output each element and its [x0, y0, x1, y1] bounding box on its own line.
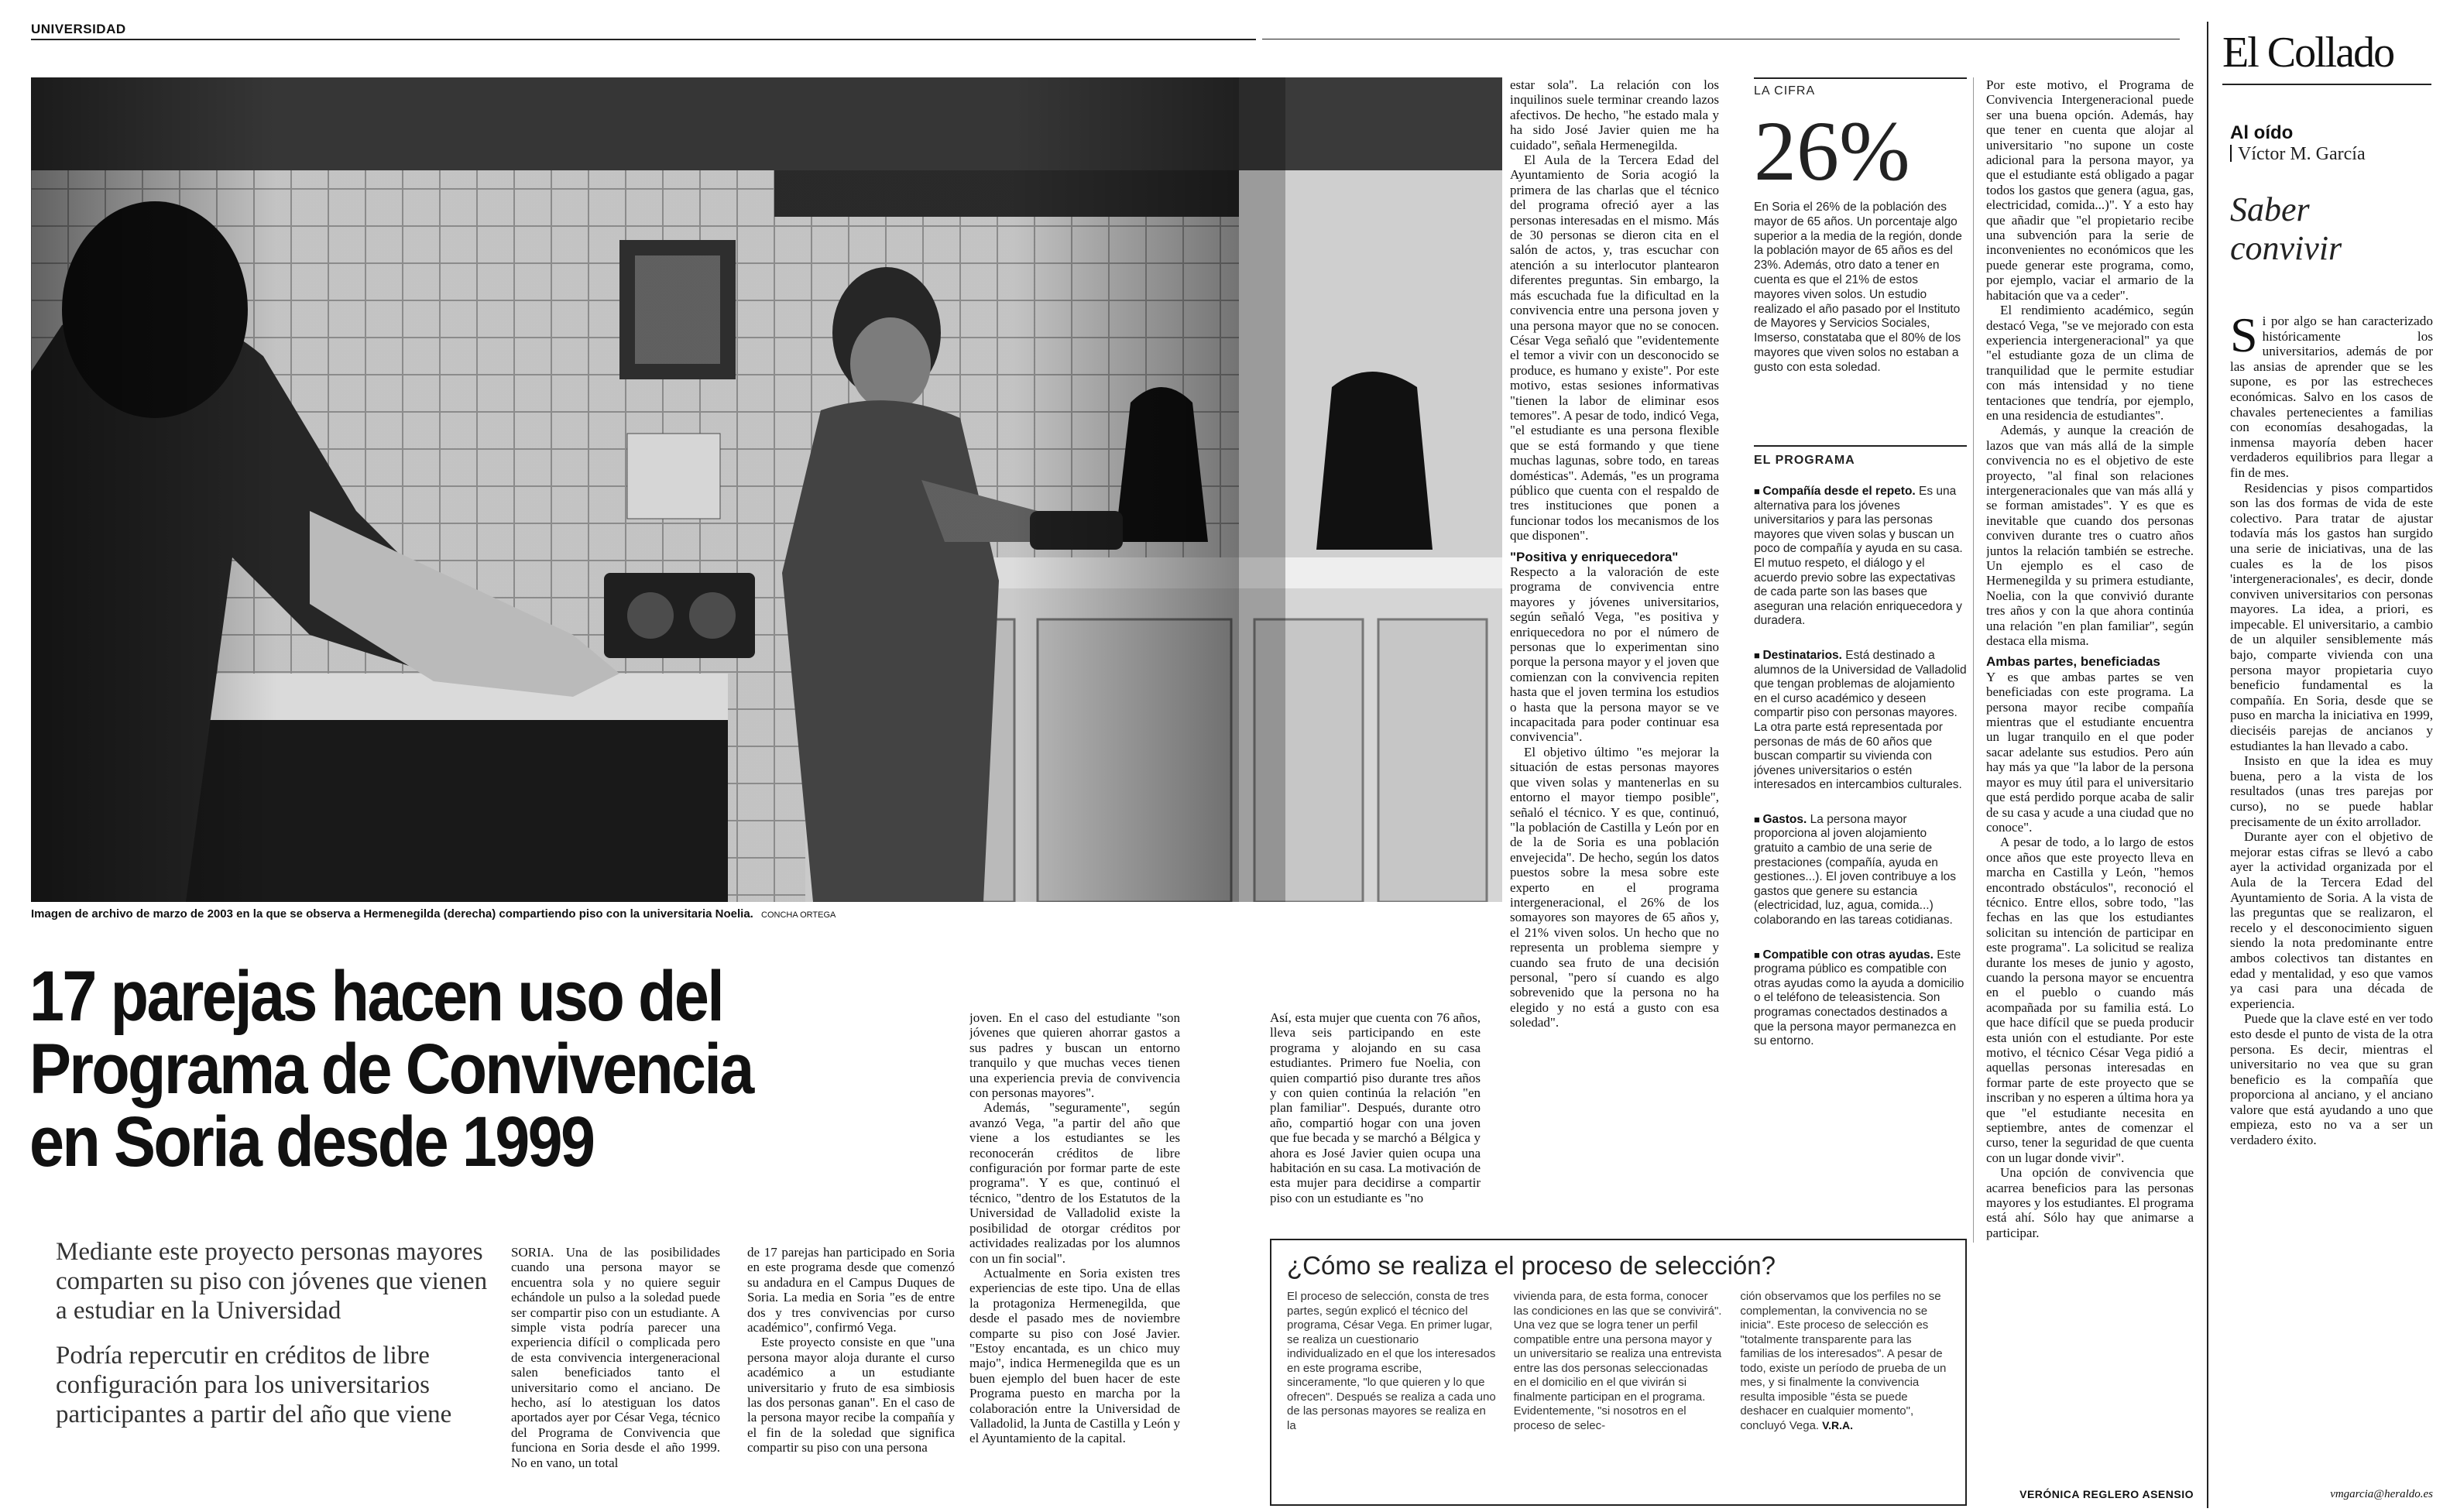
- body-text-2a: de 17 parejas han participado en Soria en este programa desde que comenzó su andadura en el Campus Duques de Soria. La media en Soria "es de entre dos y tres convivencias por curso académico", confirmó Vega.: [747, 1245, 955, 1335]
- column-masthead-rule: [2222, 84, 2431, 85]
- programa-item-2: [1754, 649, 1967, 793]
- programa-item-3: [1754, 813, 1967, 928]
- programa-item-1-text: Es una alternativa para los jóvenes universitarios y para las personas mayores que viven solas y buscan un poco de compañía y ayuda en su casa. El mutuo respeto, el diálogo y el acuerdo previo sobre las expectativas de cada parte son las bases que aseguran una relación enriquecedora y duradera.: [1754, 485, 1963, 628]
- programa-item-2-title: ■ Destinatarios.: [1754, 649, 1842, 662]
- cifra-label: LA CIFRA: [1754, 84, 1816, 98]
- seleccion-col-2: vivienda para, de esta forma, conocer las condiciones en las que se convivirá". Una vez que se logra tener un perfil compatible entre una persona mayor y un universitario se realiza una entrevista entre las dos personas seleccionadas en el domicilio en el que vivirán si finalmente participan en el programa. Evidentemente, "si nosotros en el proceso de selec-: [1513, 1290, 1722, 1432]
- column-para-1: [2230, 314, 2433, 481]
- column-masthead: El Collado: [2222, 29, 2394, 77]
- column-body: [2230, 314, 2433, 1467]
- headline-line-2: Programa de Convivencia: [29, 1030, 753, 1109]
- column-text-2: Residencias y pisos compartidos son las dos formas de vida de este colectivo. Para tratar de ajustar todavía más los gastos han surgido una serie de iniciativas, una de las cuales es la de los pisos 'intergeneracionales', es decir, donde conviven universitarios con personas mayores. La idea, a priori, es impecable. El universitario, a cambio de un alquiler sensiblemente más bajo, comparte vivienda con una persona mayor propietaria cuyo beneficio fundamental es la compañía. En Soria, desde que se puso en marcha la iniciativa en 1999, dieciséis parejas de ancianos y estudiantes la han llevado a cabo.: [2230, 480, 2433, 753]
- seleccion-box: [1270, 1239, 1967, 1506]
- programa-item-4-text: Este programa público es compatible con otras ayudas como la ayuda a domicilio o el teléfono de teleasistencia. Son programas conectados destinados a que la persona mayor permanezca en su entorno.: [1754, 948, 1964, 1048]
- deck-para-1: Mediante este proyecto personas mayores comparten su piso con jóvenes que vienen a estudiar en la Universidad: [56, 1238, 488, 1325]
- body-col-3: [969, 1010, 1180, 1506]
- header-rule-left: [31, 39, 1256, 40]
- column-section: Al oído: [2230, 122, 2294, 143]
- sidebar-vrule: [1973, 77, 1974, 1243]
- body-text-2b: Este proyecto consiste en que "una persona mayor aloja durante el curso académico a un estudiante universitario y fruto de esa simbiosis las dos personas ganan". En el caso de la persona mayor recibe la compañía y el fin de la soledad que significa compartir su piso con una persona: [747, 1335, 955, 1455]
- body-text-6d: Y es que ambas partes se ven beneficiadas con este programa. La persona mayor recibe compañía mientras que el estudiante encuentra un lugar tranquilo en el que poder sacar adelante sus estudios. Pero aún hay más ya que "la labor de la persona mayor es muy útil para el universitario que está perdido porque acaba de salir de su casa y acude a una ciudad que no conoce".: [1986, 669, 2194, 835]
- column-text-4: Durante ayer con el objetivo de mejorar estas cifras se llevó a cabo ayer la actividad organizada por el Aula de la Tercera Edad del Ayuntamiento de Soria. A la vista de las preguntas que se realizaron, el recelo y el desconocimiento siguen siendo la nota predominante entre ambos colectivos tan distantes en edad y mentalidad, y eso que vamos ya casi para una década de experiencia.: [2230, 829, 2433, 1011]
- seleccion-col-1: El proceso de selección, consta de tres partes, según explicó el técnico del programa, César Vega. En primer lugar, se realiza un cuestionario individualizado en el que los interesados en este programa escribe, sinceramente, "lo que quieren y lo que ofrecen". Después se realiza a cada uno de las personas mayores se realiza en la: [1287, 1290, 1496, 1432]
- column-text-5: Puede que la clave esté en ver todo esto desde el punto de vista de la otra persona. Es decir, mientras el universitario no vea que su gran beneficio es la compañía que proporciona al anciano, y el anciano valore que está ayudando a uno que empieza, esto no va a ser un verdadero éxito.: [2230, 1011, 2433, 1148]
- body-text-5: Así, esta mujer que cuenta con 76 años, lleva seis participando en este programa y alojando en su casa estudiantes. Primero fue Noelia, con quien compartió piso durante tres años y con quien continúa la relación "en plan familiar". Después, durante otro año, compartió hogar con una joven que fue becada y se marchó a Bélgica y ahora es José Javier quien ocupa una habitación en su casa. La motivación de esta mujer para decidirse a compartir piso con un estudiante es "no: [1270, 1010, 1481, 1205]
- body-text-6e: A pesar de todo, a lo largo de estos once años que este proyecto lleva en marcha en Castilla y León, "hemos encontrado obstáculos", reconoció el técnico. Entre ellos, sobre todo, "las fechas en las que los estudiantes solicitan su intención de participar en este programa". La solicitud se realiza durante los meses de junio y agosto, cuando la persona mayor se encuentra en el pueblo o cuando más acompañada por su familia está. Lo que hace difícil que se pueda producir esta unión con el estudiante. Por este motivo, el técnico César Vega pidió a aquellas personas interesadas en formar parte de este proyecto que se inscriban y no esperen a última hora ya que "el estudiante necesita en septiembre, antes de comenzar el curso, tener la seguridad de que cuenta con un lugar donde vivir".: [1986, 835, 2194, 1165]
- body-text-6c: Además, y aunque la creación de lazos que van más allá de la simple convivencia no es el objetivo de este proyecto, "al final son relaciones intergeneracionales que van más allá y se forman amistades". Y es que es inevitable que cuando dos personas conviven durante tres o cuatro años juntos la relación también se estreche. Un ejemplo es el caso de Hermenegilda y su primera estudiante, Noelia, con la que convivió durante tres años y con la que ahora continúa una relación "en plan familiar", según destaca ella misma.: [1986, 423, 2194, 649]
- column-vrule: [2207, 22, 2208, 1508]
- column-author: [2230, 144, 2366, 165]
- caption-text: Imagen de archivo de marzo de 2003 en la que se observa a Hermenegilda (derecha) compartiendo piso con la universitaria Noelia.: [31, 907, 753, 921]
- body-text-6f: Una opción de convivencia que acarrea beneficios para las personas mayores y los estudiantes. El programa está ahí. Sólo hay que animarse a participar.: [1986, 1165, 2194, 1240]
- programa-item-4-title: ■ Compatible con otras ayudas.: [1754, 948, 1934, 962]
- body-col-4: [1510, 77, 1719, 1274]
- cifra-top-rule: [1754, 77, 1967, 79]
- seleccion-columns: [1287, 1290, 1950, 1433]
- programa-top-rule: [1754, 445, 1967, 447]
- column-email: vmgarcia@heraldo.es: [2330, 1488, 2433, 1500]
- photo-main: [31, 77, 1258, 902]
- body-text-4b: El Aula de la Tercera Edad del Ayuntamiento de Soria acogió la primera de las charlas que el técnico del programa ofreció ayer a las personas interesadas en el mismo. Más de 30 personas se dieron cita en el salón de actos, y, tras escuchar con atención a su interlocutor plantearon diferentes preguntas. Sin embargo, la más escuchada fue la dificultad en la convivencia entre una persona joven y una persona mayor que no se conocen. César Vega señaló que "evidentemente el temor a vivir con un desconocido se produce, es humano y existe". Por este motivo, estas sesiones informativas "tienen la labor de eliminar esos temores". A pesar de todo, indicó Vega, "el estudiante es una persona flexible que se está formando y que tiene muchas lagunas, sobre todo, en tareas domésticas". Además, "es un programa público que cuenta con el respaldo de tres instituciones que ponen a funcionar todos los mecanismos de los que disponen".: [1510, 153, 1719, 543]
- author-bar: [2230, 145, 2232, 162]
- body-text-6a: Por este motivo, el Programa de Convivencia Intergeneracional puede ser una buena opción. Además, hay que tener en cuenta que alojar al universitario "no supone un coste adicional para la persona mayor, ya que el estudiante está obligado a pagar todos los gastos que genera (agua, gas, electricidad, comida...)". Y a esto hay que añadir que "el propietario recibe una subvención para la serie de inconvenientes no económicos que les puede generar este programa, como, por ejemplo, vaciar el armario de la habitación que va a ceder".: [1986, 77, 2194, 303]
- body-text-6b: El rendimiento académico, según destacó Vega, "se ve mejorado con esta experiencia intergeneracional" ya que "el estudiante goza de un clima de tranquilidad que le permite estudiar con más intensidad y no tiene tentaciones que tendría, por ejemplo, en una residencia de estudiantes".: [1986, 303, 2194, 423]
- programa-item-1-title: ■ Compañía desde el repeto.: [1754, 485, 1916, 498]
- seleccion-col-3-wrap: [1740, 1290, 1950, 1433]
- column-text-3: Insisto en que la idea es muy buena, pero a la vista de los resultados (unas tres parejas por curso), no se puede hablar precisamente de un éxito arrollador.: [2230, 753, 2433, 829]
- seleccion-title: ¿Cómo se realiza el proceso de selección?: [1287, 1251, 1776, 1280]
- body-col-5: [1270, 1010, 1481, 1274]
- body-text-3a: joven. En el caso del estudiante "son jóvenes que quieren ahorrar gastos a sus padres y buscan un entorno tranquilo y que muchas veces tienen una experiencia previa de convivencia con personas mayores".: [969, 1010, 1180, 1101]
- photo-kitchen-detail: [1239, 77, 1502, 902]
- headline-line-3: en Soria desde 1999: [29, 1102, 594, 1181]
- programa-box: [1754, 453, 1967, 1243]
- photo-kitchen-scene: [31, 77, 1258, 902]
- photo-caption: [31, 907, 836, 921]
- column-headline: [2230, 190, 2342, 268]
- body-text-3b: Además, "seguramente", según avanzó Vega, "a partir del año que viene a los estudiantes se les reconocerán créditos de libre configuración por formar parte de este programa". Y es que, continuó el técnico, "dentro de los Estatutos de la Universidad de Valladolid existe la posibilidad de otorgar créditos por actividades realizadas por los alumnos con un fin social".: [969, 1100, 1180, 1266]
- body-text-3c: Actualmente en Soria existen tres experiencias de este tipo. Una de ellas la protagoniza Hermenegilda, que desde el pasado mes de noviembre comparte su piso con José Javier. "Estoy encantada, es un chico muy majo", indica Hermenegilda que es un buen ejemplo del buen hacer de este Programa puesto en marcha por la colaboración entre la Universidad de Valladolid, la Junta de Castilla y León y el Ayuntamiento de la capital.: [969, 1265, 1180, 1446]
- seleccion-signature: V.R.A.: [1822, 1418, 1854, 1431]
- body-subhead-2: Ambas partes, beneficiadas: [1986, 654, 2160, 670]
- deck: [56, 1237, 497, 1429]
- headline-line-1: 17 parejas hacen uso del: [29, 957, 723, 1036]
- seleccion-col-3: ción observamos que los perfiles no se complementan, la convivencia no se inicia". Este proceso de selección es "totalmente transparente para las familias de los interesados". A pesar de todo, existe un período de prueba de un mes, y si finalmente la convivencia resulta imposible "ésta se puede deshacer en cualquier momento", concluyó Vega.: [1740, 1290, 1947, 1432]
- cifra-text: En Soria el 26% de la población des mayor de 65 años. Un porcentaje algo superior a la media de la región, donde la población mayor de 65 años es del 23%. Además, otro dato a tener en cuenta es que el 21% de estos mayores viven solos. Un estudio realizado el año pasado por el Instituto de Mayores y Servicios Sociales, Imserso, constataba que el 80% de los mayores que viven solos no estaban a gusto con esta soledad.: [1754, 201, 1962, 374]
- headline: [29, 957, 833, 1181]
- photo-credit: CONCHA ORTEGA: [761, 910, 836, 920]
- programa-item-2-text: Está destinado a alumnos de la Universidad de Valladolid que tengan problemas de alojamiento en el curso académico y deseen compartir piso con personas mayores. La otra parte está representada por personas de más de 60 años que buscan compartir su vivienda con jóvenes universitarios o estén interesados en intercambios culturales.: [1754, 648, 1967, 792]
- column-text-1: i por algo se han caracterizado históricamente los universitarios, además de por las ansias de aprender que se les supone, es por las estrecheces económicas. Salvo en los casos de chavales pertenecientes a familias con economías desahogadas, la inmensa mayoría deben hacer verdaderos equilibrios para llegar a fin de mes.: [2230, 314, 2433, 480]
- column-headline-2: convivir: [2230, 229, 2342, 267]
- body-text-4d: El objetivo último "es mejorar la situación de estas personas mayores que viven solas y mantenerlas en su entorno el mayor tiempo posible", señaló el técnico. Y es que, continuó, "la población de Castilla y León por en de la de Soria es una población envejecida". De hecho, según los datos puestos sobre la mesa sobre este experto en el programa intergeneracional, el 26% de los somayores son mayores de 65 años y, el 21% viven solos. Un hecho que no representa un problema siempre y cuando sea fruto de una decisión personal, "pero sí cuando es algo sobrevenido que la persona no ha elegido y no está a gusto con esa soledad".: [1510, 744, 1719, 1030]
- programa-item-3-title: ■ Gastos.: [1754, 813, 1807, 826]
- dropcap: S: [2230, 314, 2258, 362]
- body-text-1: SORIA. Una de las posibilidades cuando una persona mayor se encuentra sola y no quiere seguir echándole un pulso a la soledad puede ser compartir piso con un estudiante. A simple vista podría parecer una experiencia difícil o complicada pero de esta convivencia intergeneracional salen beneficiados tanto el universitario como el anciano. De hecho, así lo atestiguan los datos aportados ayer por César Vega, técnico del Programa de Convivencia que funciona en Soria desde el año 1999. No en vano, un total: [511, 1245, 720, 1470]
- programa-item-1: [1754, 485, 1967, 629]
- body-col-6: [1986, 77, 2194, 1483]
- body-subhead-1: "Positiva y enriquecedora": [1510, 549, 1679, 564]
- body-col-1: [511, 1245, 720, 1508]
- column-headline-1: Saber: [2230, 190, 2310, 228]
- cifra-number: 26%: [1754, 104, 1910, 198]
- photo-secondary: [1239, 77, 1502, 902]
- deck-para-2: Podría repercutir en créditos de libre configuración para los universitarios participantes a partir del año que viene: [56, 1342, 452, 1428]
- body-text-4c: Respecto a la valoración de este programa de convivencia entre mayores y jóvenes universitarios, según señaló Vega, "es positiva y enriquecedora no por el número de personas que lo experimentan sino porque la persona mayor y el joven que comienzan con la convivencia repiten hasta que el joven termina los estudios o hasta que la persona mayor se ve incapacitada para poder continuar esa convivencia".: [1510, 564, 1719, 745]
- programa-item-4: [1754, 948, 1967, 1049]
- body-text-4a: estar sola". La relación con los inquilinos suele terminar creando lazos afectivos. De hecho, "he estado mala y ha sido José Javier quien me ha cuidado", señala Hermenegilda.: [1510, 77, 1719, 153]
- programa-label: EL PROGRAMA: [1754, 454, 1855, 467]
- byline: VERÓNICA REGLERO ASENSIO: [2019, 1488, 2194, 1500]
- author-name: Víctor M. García: [2238, 144, 2366, 164]
- body-col-2: [747, 1245, 955, 1508]
- section-label: UNIVERSIDAD: [31, 22, 126, 36]
- cifra-box: [1754, 81, 1967, 452]
- programa-item-3-text: La persona mayor proporciona al joven alojamiento gratuito a cambio de una serie de prestaciones (compañía, ayuda en gestiones...). El joven contribuye a los gastos que genere su estancia (electricidad, luz, agua, comida...) colaborando en las tareas cotidianas.: [1754, 812, 1957, 927]
